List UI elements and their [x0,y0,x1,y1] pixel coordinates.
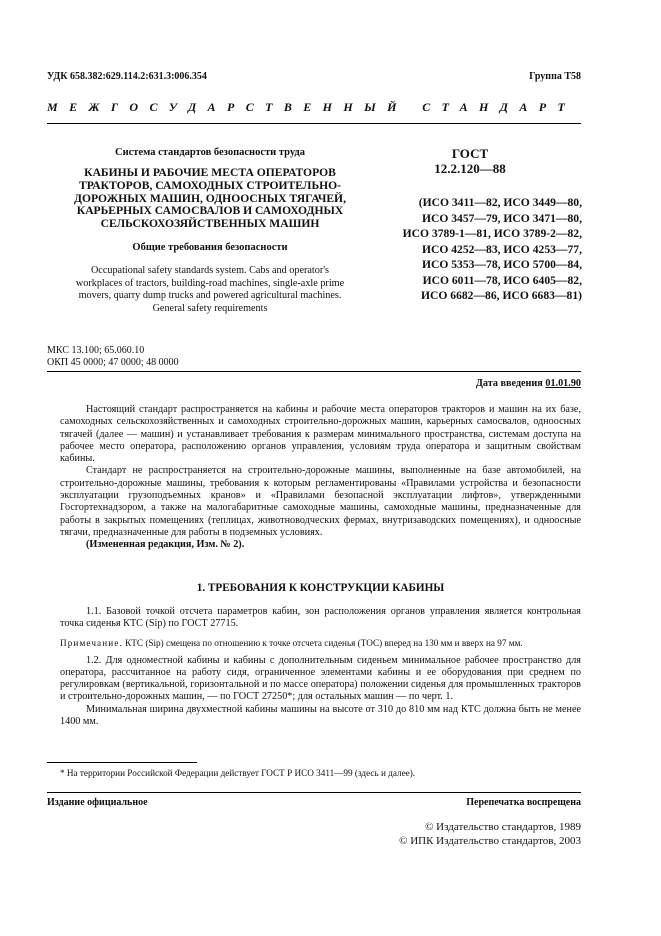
intro-date [400,378,581,389]
intro-text [60,404,581,552]
subtitle: Общие требования безопасности [132,241,288,253]
iso-line: (ИСО 3411—82, ИСО 3449—80, [418,196,582,209]
gost-number: 12.2.120—88 [434,161,506,176]
english-line: movers, quarry dump trucks and powered agricultural machines. [78,290,342,302]
title-line: ДОРОЖНЫХ МАШИН, ОДНООСНЫХ ТЯГАЧЕЙ, [74,191,346,205]
revision-note: (Измененная редакция, Изм. № 2). [86,539,245,551]
copyright-line: © ИПК Издательство стандартов, 2003 [399,835,581,847]
section-heading: 1. ТРЕБОВАНИЯ К КОНСТРУКЦИИ КАБИНЫ [196,582,445,594]
intro-date-value: 01.01.90 [545,378,581,389]
document-title [60,167,360,231]
iso-references [370,195,582,304]
header-divider [47,123,581,124]
title-line: КАРЬЕРНЫХ САМОСВАЛОВ И САМОХОДНЫХ [76,204,344,218]
standard-type: МЕЖГОСУДАРСТВЕННЫЙ СТАНДАРТ [47,100,577,114]
iso-line: ИСО 6011—78, ИСО 6405—82, [422,273,582,287]
english-line: General safety requirements [152,302,268,314]
english-line: Occupational safety standards system. Cabs and operator's [90,264,330,276]
note [60,637,581,649]
title-block-left [60,146,360,315]
gost-designation [415,146,525,176]
english-line: workplaces of tractors, building-road machines, single-axle prime [75,277,345,289]
paragraph-1-2-width: Минимальная ширина двухместной кабины машины на высоте от 310 до 810 мм над КТС должна быть не менее 1400 мм. [60,703,581,728]
note-text: КТС (Sip) смещена по отношению к точке отсчета сиденья (ТОС) вперед на 130 мм и вверх на 97 мм. [122,637,523,648]
footnote: * На территории Российской Федерации действует ГОСТ Р ИСО 3411—99 (здесь и далее). [60,768,416,778]
english-title [60,265,360,315]
copyright [340,820,581,848]
system-title: Система стандартов безопасности труда [115,147,305,158]
classification-divider [47,371,581,372]
official-edition: Издание официальное [47,797,148,808]
iso-line: ИСО 4252—83, ИСО 4253—77, [421,242,582,256]
footer-divider [47,792,581,793]
note-label: Примечание. [60,637,123,648]
iso-line: ИСО 5353—78, ИСО 5700—84, [421,258,582,271]
udk-code: УДК 658.382:629.114.2:631.3:006.354 [47,71,207,82]
mks-code: МКС 13.100; 65.060.10 [47,345,145,356]
okp-code: ОКП 45 0000; 47 0000; 48 0000 [47,357,179,368]
gost-label: ГОСТ [451,146,489,161]
title-line: СЕЛЬСКОХОЗЯЙСТВЕННЫХ МАШИН [100,217,320,231]
intro-date-label: Дата введения [475,378,543,389]
copyright-line: © Издательство стандартов, 1989 [425,821,581,833]
iso-line: ИСО 6682—86, ИСО 6683—81) [420,289,582,302]
reprint-notice: Перепечатка воспрещена [466,797,581,808]
iso-line: ИСО 3789-1—81, ИСО 3789-2—82, [402,227,582,240]
classification [47,345,179,369]
intro-paragraph: Стандарт не распространяется на строительно-дорожные машины, выполненные на базе автомобилей, на строительно-дорожные машины, требования к которым регламентированы «Правилами устройства и безопасности эксплуатации грузоподъемных кранов» и «Правилами безопасной эксплуатации лифтов», утвержденными Госгортехнадзором, а также на малогабаритные самоходные машины, самоходные машины, предназначенные для работы в закрытых помещениях (теплицах, животноводческих фермах, внутризаводских помещениях), и одноосные тягачи, предназначенные для работы в подземных условиях. [60,465,581,538]
paragraph-1-1: 1.1. Базовой точкой отсчета параметров кабин, зон расположения органов управления является контрольная точка сиденья КТС (Sip) по ГОСТ 27715. [60,606,581,630]
paragraph-1-2: 1.2. Для одноместной кабины и кабины с дополнительным сиденьем минимальное рабочее пространство для оператора, рассчитанное на работу сидя, ограниченное элементами кабины и ее оборудования при среднем по регулировкам (вертикальной, горизонтальной и по массе оператора) положении сиденья для промышленных тракторов и строительно-дорожных машин, — по ГОСТ 27250*; для остальных машин — по черт. 1. [60,654,581,703]
intro-paragraph: Настоящий стандарт распространяется на кабины и рабочие места операторов тракторов и машин на их базе, самоходных сельскохозяйственных и самоходных строительно-дорожных машин, карьерных самосвалов, одноосных тягачей (далее — машин) и устанавливает требования к размерам минимального пространства, системам доступа на рабочее место оператора, расположению органов управления, условиям труда оператора и защитным свойствам кабины. [60,404,581,465]
iso-line: ИСО 3457—79, ИСО 3471—80, [421,211,582,225]
section1-text [60,606,581,728]
group-code: Группа Т58 [529,71,581,82]
footnote-divider [47,762,197,763]
title-line: КАБИНЫ И РАБОЧИЕ МЕСТА ОПЕРАТОРОВ [84,166,336,179]
title-line: ТРАКТОРОВ, САМОХОДНЫХ СТРОИТЕЛЬНО- [78,178,342,192]
